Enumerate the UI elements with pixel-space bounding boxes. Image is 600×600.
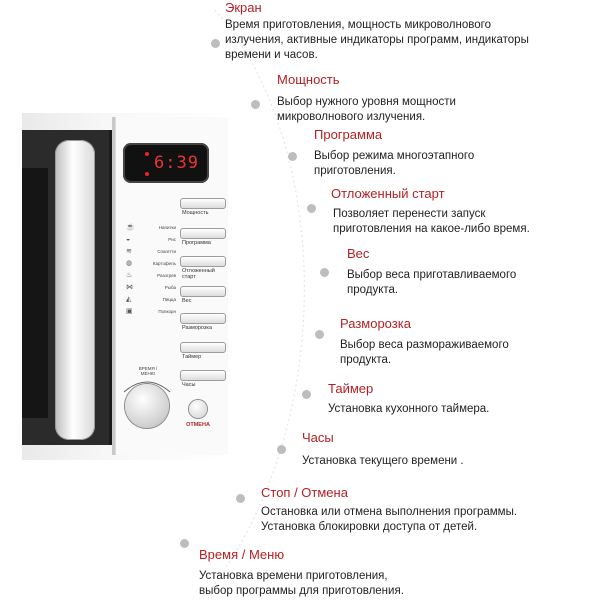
callout-title-defrost: Разморозка xyxy=(340,316,411,331)
callout-dot xyxy=(180,539,189,548)
callout-dot xyxy=(315,330,324,339)
reheat-icon: ♨ xyxy=(126,272,133,279)
pizza-icon: ◭ xyxy=(126,296,132,303)
callout-dot xyxy=(211,39,220,48)
weight-button-label: Вес xyxy=(182,298,192,304)
program-button[interactable] xyxy=(180,228,226,239)
power-button[interactable] xyxy=(180,198,226,209)
delay-start-button[interactable] xyxy=(180,256,226,267)
callout-title-stop-cancel: Стоп / Отмена xyxy=(261,485,348,500)
callout-title-power: Мощность xyxy=(277,72,340,87)
callout-title-weight: Вес xyxy=(347,246,370,261)
callout-desc-program: Выбор режима многоэтапного приготовления. xyxy=(314,150,475,177)
program-label: Спагетти xyxy=(157,249,176,254)
timer-button[interactable] xyxy=(180,342,226,353)
callout-dot xyxy=(307,204,316,213)
rice-icon: ◒ xyxy=(126,236,131,243)
program-label: Картофель xyxy=(152,261,176,266)
display-indicator-dot xyxy=(145,172,149,176)
timer-button-label: Таймер xyxy=(182,354,202,360)
callout-desc-stop-cancel: Остановка или отмена выполнения программы. Установка блокировки доступа от детей. xyxy=(261,506,518,533)
delay-start-button-label: Отложенный старт xyxy=(182,268,215,280)
callout-title-timer: Таймер xyxy=(328,381,374,396)
callout-title-delay-start: Отложенный старт xyxy=(331,186,445,201)
potato-icon: ◍ xyxy=(126,260,133,267)
program-label: Пицца xyxy=(162,297,176,302)
program-button-label: Программа xyxy=(182,240,211,246)
callout-dot xyxy=(288,152,297,161)
power-button-label: Мощность xyxy=(182,210,209,216)
callout-dot xyxy=(236,494,245,503)
callout-dot xyxy=(302,390,311,399)
program-label: Рис xyxy=(168,237,176,242)
weight-button[interactable] xyxy=(180,286,226,297)
defrost-button[interactable] xyxy=(180,313,226,324)
callout-dot xyxy=(251,100,260,109)
display-time: 6:39 xyxy=(154,153,199,173)
callout-title-clock: Часы xyxy=(302,430,334,445)
stop-cancel-label: ОТМЕНА xyxy=(186,422,210,428)
time-menu-knob[interactable] xyxy=(125,384,169,428)
microwave-door-handle xyxy=(55,140,95,440)
callout-desc-clock: Установка текущего времени . xyxy=(302,455,464,467)
callout-desc-power: Выбор нужного уровня мощности микроволнового излучения. xyxy=(277,96,456,123)
drink-icon: ☕ xyxy=(126,224,135,231)
callout-desc-screen: Время приготовления, мощность микроволнового излучения, активные индикаторы программ, индикаторы времени и часов. xyxy=(225,19,529,61)
clock-button-label: Часы xyxy=(182,382,196,388)
callout-desc-weight: Выбор веса приготавливаемого продукта. xyxy=(347,269,517,296)
callout-dot xyxy=(320,268,329,277)
callout-dot xyxy=(277,445,286,454)
popcorn-icon: ▣ xyxy=(126,308,133,315)
callout-desc-defrost: Выбор веса размораживаемого продукта. xyxy=(340,339,509,366)
callout-desc-delay-start: Позволяет перенести запуск приготовления на какое-либо время. xyxy=(333,208,530,235)
callout-desc-time-menu: Установка времени приготовления, выбор программы для приготовления. xyxy=(199,570,404,597)
clock-button[interactable] xyxy=(180,370,226,381)
program-label: Рыба xyxy=(164,285,176,290)
microwave-door-glass xyxy=(22,168,48,418)
callout-desc-timer: Установка кухонного таймера. xyxy=(328,403,490,415)
program-label: Попкорн xyxy=(158,309,176,314)
knob-label: ВРЕМЯ / МЕНЮ xyxy=(138,366,158,376)
program-label: Разогрев xyxy=(157,273,176,278)
program-label: Напитки xyxy=(158,225,176,230)
callout-title-program: Программа xyxy=(314,127,383,142)
stop-cancel-button[interactable] xyxy=(189,400,207,418)
defrost-button-label: Разморозка xyxy=(182,325,213,331)
spaghetti-icon: ≋ xyxy=(126,248,132,255)
fish-icon: ⋈ xyxy=(126,284,133,291)
display-indicator-dot xyxy=(145,152,149,156)
callout-title-screen: Экран xyxy=(225,0,262,15)
callout-title-time-menu: Время / Меню xyxy=(199,547,285,562)
